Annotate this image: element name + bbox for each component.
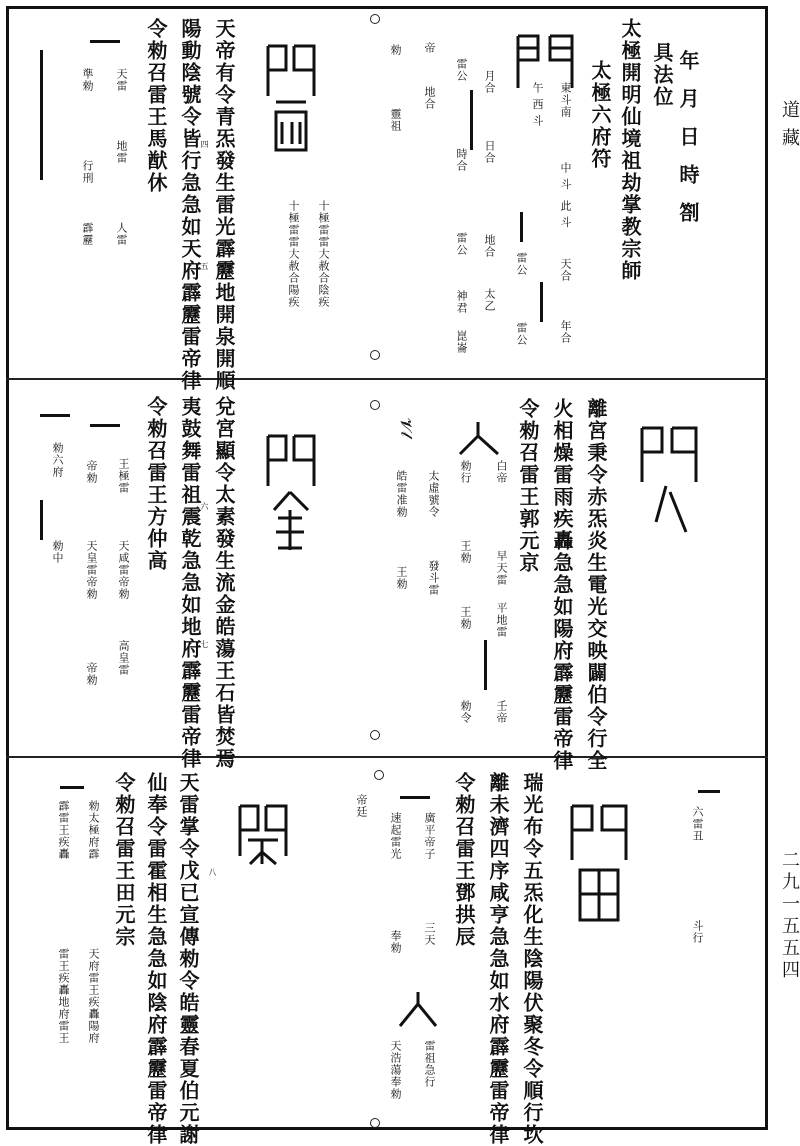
talisman-note: 神君 xyxy=(455,290,468,314)
talisman-glyph xyxy=(566,800,632,940)
talisman-note: 雷公 xyxy=(515,252,528,276)
talisman-note: 時合 xyxy=(455,148,468,172)
book-title: 道藏 xyxy=(779,100,800,156)
talisman-note: 壬帝 xyxy=(495,700,508,724)
talisman-stroke xyxy=(520,212,523,242)
panel-divider xyxy=(6,756,768,758)
talisman-note: 雷公 xyxy=(515,322,528,346)
talisman-note: 勑令 xyxy=(459,700,472,724)
talisman-stroke xyxy=(484,640,487,690)
talisman-note: 雷王疾轟地府雷王 xyxy=(57,948,70,1044)
talisman-note: 準勑 xyxy=(81,68,94,92)
page-number: 二九一五五四 xyxy=(779,850,800,982)
talisman-note: 此 斗 xyxy=(559,200,572,229)
talisman-glyph: 𝓥𝓁 xyxy=(397,418,416,437)
talisman-note: 速起雷光 xyxy=(389,812,402,860)
talisman-note: 雷公 xyxy=(455,232,468,256)
talisman-stroke xyxy=(40,500,43,540)
talisman-note: 天合 xyxy=(559,258,572,282)
talisman-note: 靈祖 xyxy=(389,108,402,132)
incantation-line: 兌宮顯令太素發生流金皓蕩王石皆焚焉 xyxy=(212,396,236,770)
incantation-line: 離未濟四序咸亨急急如水府霹靂雷帝律 xyxy=(486,772,510,1146)
talisman-note: 太虛號令 xyxy=(427,470,440,518)
talisman-stroke xyxy=(40,414,70,417)
talisman-note: 奉勑 xyxy=(389,930,402,954)
talisman-glyph xyxy=(234,800,290,870)
talisman-note: 早天雷 xyxy=(495,550,508,586)
talisman-note: 發斗雷 xyxy=(427,560,440,596)
incantation-line: 令勑召雷王鄧拱辰 xyxy=(452,772,476,948)
talisman-note: 地合 xyxy=(423,86,436,110)
binding-hole xyxy=(370,730,380,740)
talisman-stroke xyxy=(40,50,43,180)
talisman-note: 崑崙 xyxy=(455,330,468,354)
fold-marker: 六 xyxy=(200,502,209,512)
talisman-note: 王勑 xyxy=(395,566,408,590)
talisman-note: 天府雷王疾轟陽府 xyxy=(87,948,100,1044)
fold-marker: 五 xyxy=(200,262,209,272)
incantation-line: 令勑召雷王田元宗 xyxy=(112,772,136,948)
incantation-line: 令勑召雷王方仲高 xyxy=(144,396,168,572)
talisman-stroke xyxy=(540,282,543,322)
talisman-stroke xyxy=(60,786,84,789)
talisman-note: 十極雷雷大赦合陰疾 xyxy=(317,200,330,308)
talisman-note: 高皇雷 xyxy=(117,640,130,676)
talisman-note: 天咸雷帝勑 xyxy=(117,540,130,600)
incantation-line: 令勑召雷王馬猷休 xyxy=(144,18,168,194)
binding-hole xyxy=(370,400,380,410)
talisman-note: 帝勑 xyxy=(85,460,98,484)
talisman-note: 勑中 xyxy=(51,540,64,564)
binding-hole xyxy=(374,770,384,780)
incantation-line: 瑞光布令五炁化生陰陽伏聚冬令順行坎 xyxy=(520,772,544,1146)
talisman-note: 行刑 xyxy=(81,160,94,184)
talisman-glyph xyxy=(396,990,440,1030)
talisman-glyph xyxy=(452,418,504,458)
talisman-note: 中 斗 xyxy=(559,162,572,191)
talisman-note: 東斗南 xyxy=(559,82,572,118)
binding-hole xyxy=(370,1118,380,1128)
fold-marker: 七 xyxy=(200,640,209,650)
talisman-note: 雷公 xyxy=(455,58,468,82)
talisman-note: 皓雷准勑 xyxy=(395,470,408,518)
talisman-note: 六雷丑 xyxy=(691,806,704,842)
talisman-note: 雷祖急行 xyxy=(423,1040,436,1088)
talisman-note: 霹靂 xyxy=(81,222,94,246)
talisman-note: 人雷 xyxy=(115,222,128,246)
binding-hole xyxy=(370,14,380,24)
title-line: 太極開明仙境祖劫掌教宗師 xyxy=(618,18,642,282)
talisman-note: 帝 xyxy=(423,42,436,54)
talisman-note: 地合 xyxy=(483,234,496,258)
talisman-stroke xyxy=(400,796,430,799)
fold-marker: 八 xyxy=(208,868,217,878)
talisman-note: 王勑 xyxy=(459,540,472,564)
talisman-title: 太極六府符 xyxy=(588,60,612,170)
talisman-note: 勑太極府霹 xyxy=(87,800,100,860)
talisman-note: 天皇雷帝勑 xyxy=(85,540,98,600)
incantation-line: 陽動陰號令皆行急急如天府霹靂雷帝律 xyxy=(178,18,202,392)
title-line: 具法位 xyxy=(650,42,674,108)
talisman-note: 日合 xyxy=(483,140,496,164)
talisman-note: 帝勑 xyxy=(85,662,98,686)
talisman-note: 白帝 xyxy=(495,460,508,484)
talisman-note: 年合 xyxy=(559,320,572,344)
talisman-note: 王勑 xyxy=(459,606,472,630)
incantation-line: 夷鼓舞雷祖震乾急急如地府霹靂雷帝律 xyxy=(178,396,202,770)
talisman-note: 平地雷 xyxy=(495,602,508,638)
talisman-note: 王極雷 xyxy=(117,458,130,494)
talisman-note: 午 西 斗 xyxy=(531,82,544,127)
talisman-note: 勑行 xyxy=(459,460,472,484)
incantation-line: 令勑召雷王郭元京 xyxy=(516,398,540,574)
date-line: 年月日時劄 xyxy=(676,50,700,240)
talisman-stroke xyxy=(470,90,473,150)
incantation-line: 天帝有令青炁發生雷光霹靂地開泉開順 xyxy=(212,18,236,392)
talisman-glyph xyxy=(636,422,702,552)
talisman-note: 霹雷王疾轟 xyxy=(57,800,70,860)
talisman-note: 三天 xyxy=(423,922,436,946)
incantation-line: 天雷掌令戊已宣傳勑令皓靈春夏伯元謝 xyxy=(176,772,200,1146)
talisman-note: 勑六府 xyxy=(51,442,64,478)
talisman-note: 斗行 xyxy=(691,920,704,944)
talisman-note: 天浩蕩奉勑 xyxy=(389,1040,402,1100)
talisman-note: 十極雷雷大赦合陽疾 xyxy=(287,200,300,308)
talisman-glyph xyxy=(510,30,580,90)
panel-divider xyxy=(6,378,768,380)
talisman-stroke xyxy=(90,424,120,427)
talisman-note: 地雷 xyxy=(115,140,128,164)
talisman-note: 天雷 xyxy=(115,68,128,92)
talisman-stroke xyxy=(698,790,720,793)
fold-marker: 四 xyxy=(200,140,209,150)
talisman-note: 月合 xyxy=(483,70,496,94)
binding-hole xyxy=(370,350,380,360)
incantation-line: 火相燥雷雨疾轟急急如陽府霹靂雷帝律 xyxy=(550,398,574,772)
talisman-note: 勑 xyxy=(389,44,402,56)
talisman-note: 帝廷 xyxy=(355,794,368,818)
incantation-line: 離宮秉令赤炁炎生電光交映闢伯令行全 xyxy=(584,398,608,772)
talisman-stroke xyxy=(90,40,120,43)
talisman-glyph xyxy=(262,430,318,570)
talisman-note: 廣平帝子 xyxy=(423,812,436,860)
talisman-note: 太乙 xyxy=(483,288,496,312)
incantation-line: 仙奉令雷霍相生急急如陰府霹靂雷帝律 xyxy=(144,772,168,1146)
